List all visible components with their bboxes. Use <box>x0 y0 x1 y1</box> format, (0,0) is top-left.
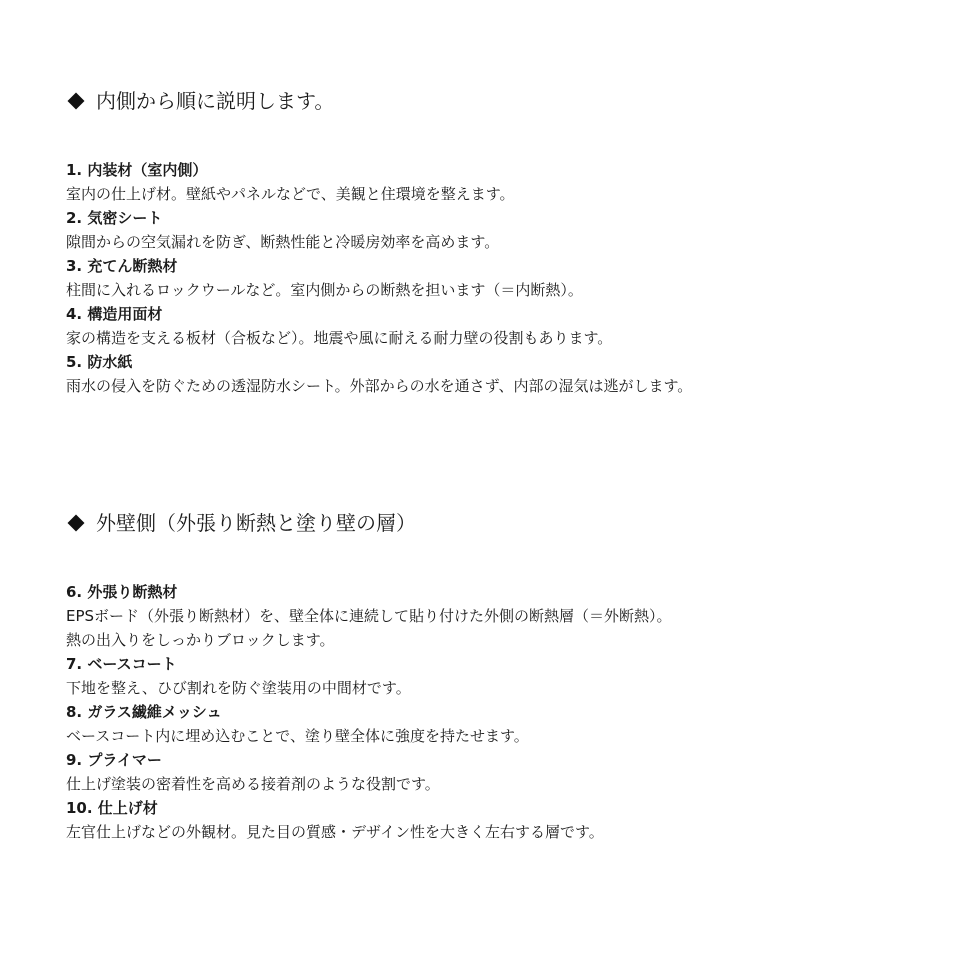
section-heading-inner <box>66 86 930 116</box>
item-title: 6. 外張り断熱材 <box>66 583 178 601</box>
section-heading-outer <box>66 508 930 538</box>
list-item <box>66 350 930 398</box>
list-item <box>66 206 930 254</box>
list-item <box>66 700 930 748</box>
list-item <box>66 158 930 206</box>
list-item <box>66 796 930 844</box>
outer-layer-list <box>66 580 930 844</box>
item-title: 1. 内装材（室内側） <box>66 161 208 179</box>
diamond-bullet-icon <box>68 93 85 110</box>
item-description: 柱間に入れるロックウールなど。室内側からの断熱を担います（＝内断熱）。 <box>66 281 583 299</box>
item-description: ベースコート内に埋め込むことで、塗り壁全体に強度を持たせます。 <box>66 727 529 745</box>
list-item <box>66 254 930 302</box>
item-title: 5. 防水紙 <box>66 353 133 371</box>
inner-layer-list <box>66 158 930 398</box>
section-heading-text: 内側から順に説明します。 <box>96 89 335 113</box>
item-description: EPSボード（外張り断熱材）を、壁全体に連続して貼り付けた外側の断熱層（＝外断熱）。 <box>66 607 672 625</box>
item-title: 3. 充てん断熱材 <box>66 257 178 275</box>
list-item <box>66 580 930 652</box>
list-item <box>66 748 930 796</box>
section-heading-text: 外壁側（外張り断熱と塗り壁の層） <box>96 511 416 535</box>
list-item <box>66 652 930 700</box>
item-description: 隙間からの空気漏れを防ぎ、断熱性能と冷暖房効率を高めます。 <box>66 233 500 251</box>
item-title: 4. 構造用面材 <box>66 305 163 323</box>
item-description: 仕上げ塗装の密着性を高める接着剤のような役割です。 <box>66 775 440 793</box>
item-title: 7. ベースコート <box>66 655 177 673</box>
item-description: 左官仕上げなどの外観材。見た目の質感・デザイン性を大きく左右する層です。 <box>66 823 604 841</box>
item-description: 下地を整え、ひび割れを防ぐ塗装用の中間材です。 <box>66 679 411 697</box>
item-title: 9. プライマー <box>66 751 162 769</box>
item-description: 雨水の侵入を防ぐための透湿防水シート。外部からの水を通さず、内部の湿気は逃がします。 <box>66 377 693 395</box>
outer-layers-section <box>66 508 930 844</box>
list-item <box>66 302 930 350</box>
item-title: 2. 気密シート <box>66 209 163 227</box>
inner-layers-section <box>66 86 930 398</box>
item-title: 8. ガラス繊維メッシュ <box>66 703 222 721</box>
item-description: 家の構造を支える板材（合板など）。地震や風に耐える耐力壁の役割もあります。 <box>66 329 613 347</box>
item-description: 室内の仕上げ材。壁紙やパネルなどで、美観と住環境を整えます。 <box>66 185 515 203</box>
diamond-bullet-icon <box>68 515 85 532</box>
item-description-line-2: 熱の出入りをしっかりブロックします。 <box>66 631 335 649</box>
item-title: 10. 仕上げ材 <box>66 799 158 817</box>
